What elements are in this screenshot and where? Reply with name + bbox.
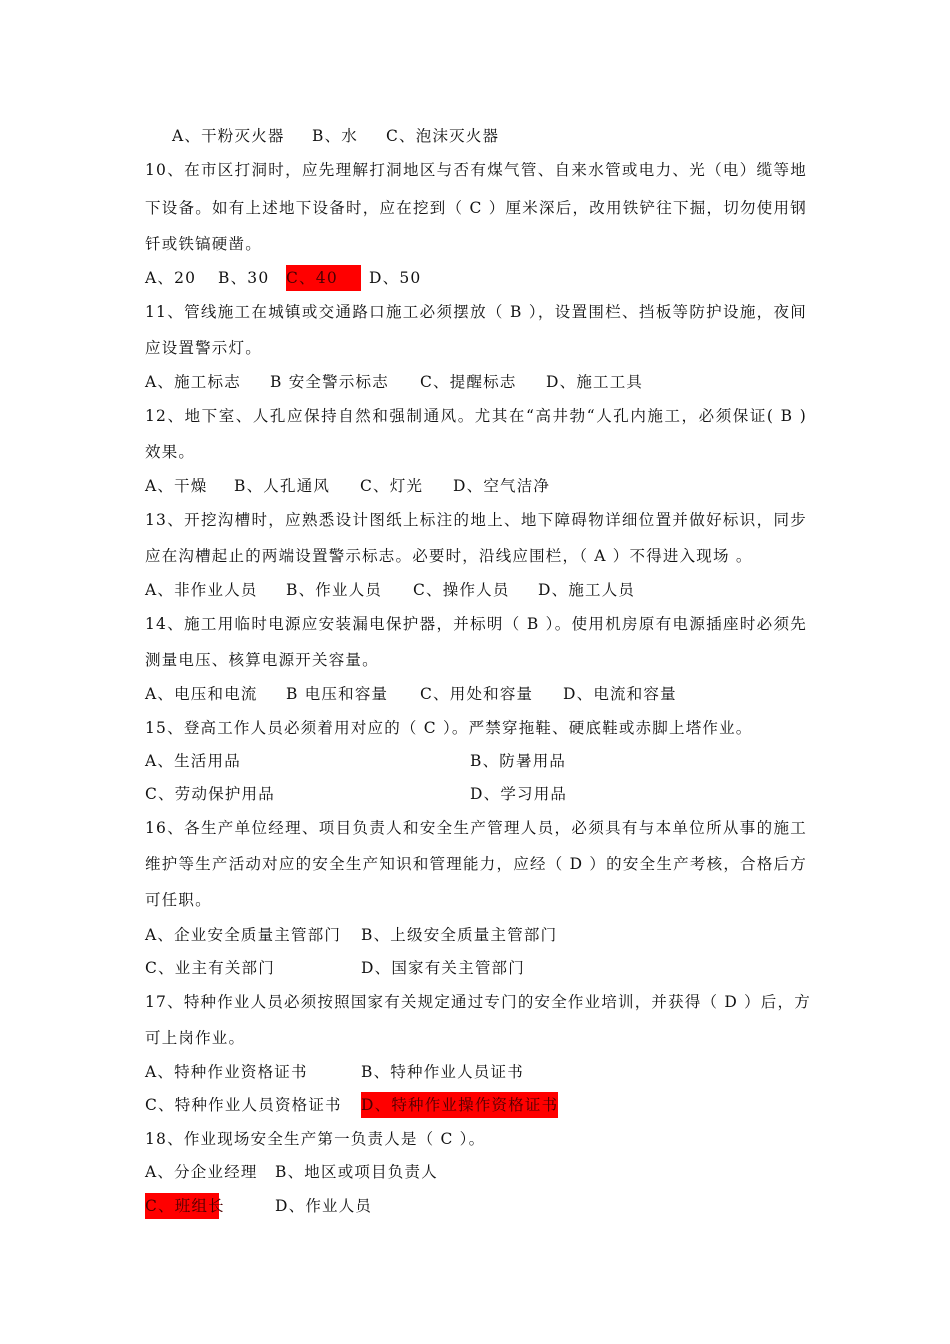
q13-option-c: C、操作人员 [413,581,510,599]
q10-option-b: B、30 [218,269,270,287]
q10-text-line3: 钎或铁镐硬凿。 [145,235,262,253]
q16-text-line2: 维护等生产活动对应的安全生产知识和管理能力，应经（ D ）的安全生产考核，合格后方 [145,855,807,873]
q16-text-line3: 可任职。 [145,891,212,909]
q15-option-b: B、防暑用品 [470,752,567,770]
q11-text-line1: 11、管线施工在城镇或交通路口施工必须摆放（ B ），设置围栏、挡板等防护设施，夜间 [145,303,807,321]
q14-text-line1: 14、施工用临时电源应安装漏电保护器，并标明（ B ）。使用机房原有电源插座时必须先 [145,615,807,633]
q17-option-d-highlighted: D、特种作业操作资格证书 [361,1092,558,1118]
q12-option-b: B、人孔通风 [234,477,331,495]
q17-option-c: C、特种作业人员资格证书 [145,1096,342,1114]
q14-option-c: C、用处和容量 [420,685,534,703]
q10-option-a: A、20 [145,269,197,287]
q16-option-d: D、国家有关主管部门 [361,959,525,977]
q18-option-d: D、作业人员 [275,1197,373,1215]
q14-option-d: D、电流和容量 [563,685,677,703]
q9-option-a: A、干粉灭火器 [172,127,285,145]
q18-option-c-highlighted: C、班组长 [145,1193,219,1219]
q9-option-c: C、泡沫灭火器 [386,127,500,145]
q11-option-d: D、施工工具 [546,373,644,391]
q14-option-b: B 电压和容量 [286,685,389,703]
q16-option-a: A、企业安全质量主管部门 [145,926,342,944]
q12-option-a: A、干燥 [145,477,208,495]
q9-option-b: B、水 [312,127,358,145]
q13-option-b: B、作业人员 [286,581,383,599]
q15-option-d: D、学习用品 [470,785,568,803]
q11-option-b: B 安全警示标志 [270,373,389,391]
q15-option-c: C、劳动保护用品 [145,785,275,803]
q13-option-d: D、施工人员 [538,581,636,599]
q17-text-line1: 17、特种作业人员必须按照国家有关规定通过专门的安全作业培训，并获得（ D ）后，方 [145,993,811,1011]
q10-text-line2: 下设备。如有上述地下设备时，应在挖到（ C ）厘米深后，改用铁铲往下掘，切勿使用钢 [145,199,807,217]
q14-option-a: A、电压和电流 [145,685,258,703]
q10-option-c-highlighted: C、40 [286,265,361,291]
q16-option-b: B、上级安全质量主管部门 [361,926,558,944]
q11-text-line2: 应设置警示灯。 [145,339,262,357]
q12-option-c: C、灯光 [360,477,424,495]
q11-option-a: A、施工标志 [145,373,241,391]
q13-text-line1: 13、开挖沟槽时，应熟悉设计图纸上标注的地上、地下障碍物详细位置并做好标识，同步 [145,511,807,529]
q16-option-c: C、业主有关部门 [145,959,275,977]
q10-option-d: D、50 [369,269,422,287]
q12-text-line2: 效果。 [145,443,196,461]
q18-option-b: B、地区或项目负责人 [275,1163,438,1181]
q14-text-line2: 测量电压、核算电源开关容量。 [145,651,379,669]
q18-text-line1: 18、作业现场安全生产第一负责人是（ C ）。 [145,1130,486,1148]
q17-text-line2: 可上岗作业。 [145,1029,246,1047]
q13-option-a: A、非作业人员 [145,581,258,599]
q10-text-line1: 10、在市区打洞时，应先理解打洞地区与否有煤气管、自来水管或电力、光（电）缆等地 [145,161,807,179]
q11-option-c: C、提醒标志 [420,373,517,391]
q17-option-a: A、特种作业资格证书 [145,1063,308,1081]
q12-text-line1: 12、地下室、人孔应保持自然和强制通风。尤其在“高井勃“人孔内施工，必须保证( B ) [145,407,807,425]
q13-text-line2: 应在沟槽起止的两端设置警示标志。必要时，沿线应围栏，（ A ）不得进入现场 。 [145,547,753,565]
q15-option-a: A、生活用品 [145,752,241,770]
q18-option-a: A、分企业经理 [145,1163,258,1181]
q15-text-line1: 15、登高工作人员必须着用对应的（ C ）。严禁穿拖鞋、硬底鞋或赤脚上塔作业。 [145,719,753,737]
q17-option-b: B、特种作业人员证书 [361,1063,524,1081]
q12-option-d: D、空气洁净 [453,477,551,495]
q16-text-line1: 16、各生产单位经理、项目负责人和安全生产管理人员，必须具有与本单位所从事的施工 [145,819,807,837]
